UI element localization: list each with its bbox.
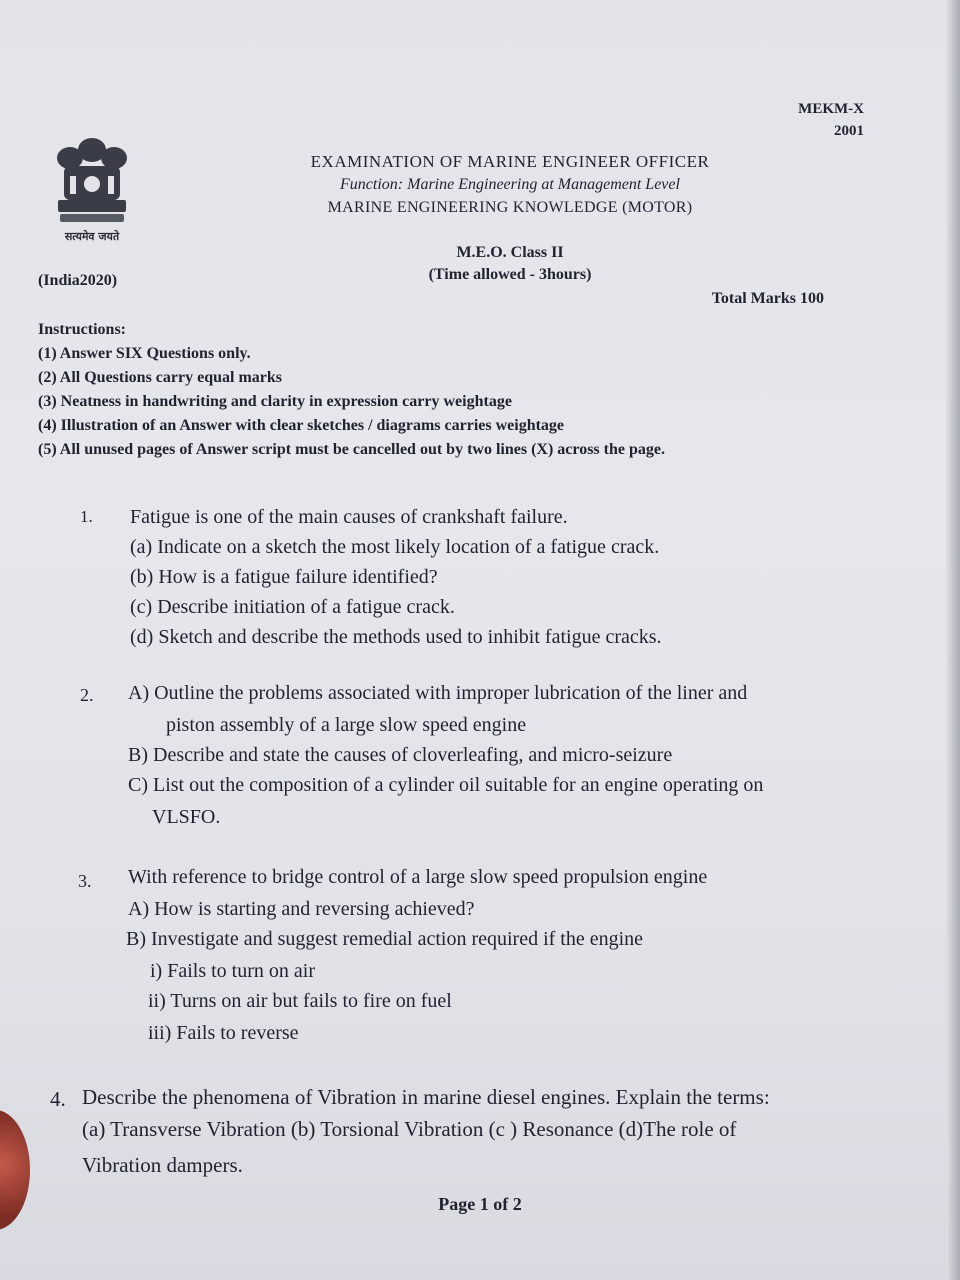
paper-code-line1: MEKM-X bbox=[798, 101, 864, 117]
question-number: 3. bbox=[78, 871, 92, 891]
question-part: (c) Describe initiation of a fatigue crack. bbox=[130, 596, 455, 618]
question-part: B) Describe and state the causes of cloverleafing, and micro-seizure bbox=[128, 744, 673, 766]
question-part: (d) Sketch and describe the methods used to inhibit fatigue cracks. bbox=[130, 626, 662, 648]
exam-time: (Time allowed - 3hours) bbox=[428, 266, 592, 283]
instructions-block bbox=[38, 318, 665, 462]
exam-region: (India2020) bbox=[38, 272, 118, 289]
question-part: (a) Transverse Vibration (b) Torsional Vibration (c ) Resonance (d)The role of bbox=[82, 1117, 737, 1141]
question-part: i) Fails to turn on air bbox=[150, 960, 315, 982]
question-part: ii) Turns on air but fails to fire on fuel bbox=[148, 990, 452, 1012]
national-emblem-icon bbox=[50, 128, 134, 246]
question-part: A) How is starting and reversing achieved? bbox=[128, 898, 475, 920]
instruction-item: (4) Illustration of an Answer with clear sketches / diagrams carries weightage bbox=[38, 417, 565, 434]
question-part: Vibration dampers. bbox=[82, 1153, 243, 1177]
page-edge-shadow bbox=[946, 0, 960, 1280]
page-number: Page 1 of 2 bbox=[438, 1194, 522, 1214]
exam-function: Function: Marine Engineering at Management Level bbox=[340, 176, 680, 193]
question-part: A) Outline the problems associated with improper lubrication of the liner and bbox=[128, 682, 748, 704]
exam-class: M.E.O. Class II bbox=[456, 244, 564, 261]
instruction-item: (3) Neatness in handwriting and clarity in expression carry weightage bbox=[38, 393, 512, 410]
exam-title: EXAMINATION OF MARINE ENGINEER OFFICER bbox=[310, 152, 710, 171]
question-stem: With reference to bridge control of a large slow speed propulsion engine bbox=[128, 866, 708, 888]
question-number: 2. bbox=[80, 685, 94, 705]
question-part: iii) Fails to reverse bbox=[148, 1022, 299, 1044]
paper-code-line2: 2001 bbox=[834, 123, 864, 139]
question-part: (b) How is a fatigue failure identified? bbox=[130, 566, 438, 588]
paper-code bbox=[798, 98, 864, 142]
question-part: (a) Indicate on a sketch the most likely location of a fatigue crack. bbox=[130, 536, 660, 558]
question-part: piston assembly of a large slow speed engine bbox=[166, 714, 527, 736]
question-stem: Describe the phenomena of Vibration in marine diesel engines. Explain the terms: bbox=[82, 1085, 770, 1109]
total-marks: Total Marks 100 bbox=[711, 290, 824, 307]
exam-subject: MARINE ENGINEERING KNOWLEDGE (MOTOR) bbox=[327, 199, 693, 216]
question-stem: Fatigue is one of the main causes of crankshaft failure. bbox=[130, 506, 568, 528]
question-part: B) Investigate and suggest remedial action required if the engine bbox=[126, 928, 644, 950]
question-part: VLSFO. bbox=[152, 806, 221, 828]
question-part: C) List out the composition of a cylinder oil suitable for an engine operating on bbox=[128, 774, 764, 796]
instructions-heading: Instructions: bbox=[38, 321, 127, 338]
instruction-item: (1) Answer SIX Questions only. bbox=[38, 345, 251, 362]
svg-text:सत्यमेव जयते: सत्यमेव जयते bbox=[64, 230, 120, 243]
instruction-item: (2) All Questions carry equal marks bbox=[38, 369, 282, 386]
instruction-item: (5) All unused pages of Answer script must be cancelled out by two lines (X) across the page. bbox=[38, 441, 665, 458]
question-number: 4. bbox=[50, 1087, 66, 1111]
question-number: 1. bbox=[80, 507, 93, 526]
